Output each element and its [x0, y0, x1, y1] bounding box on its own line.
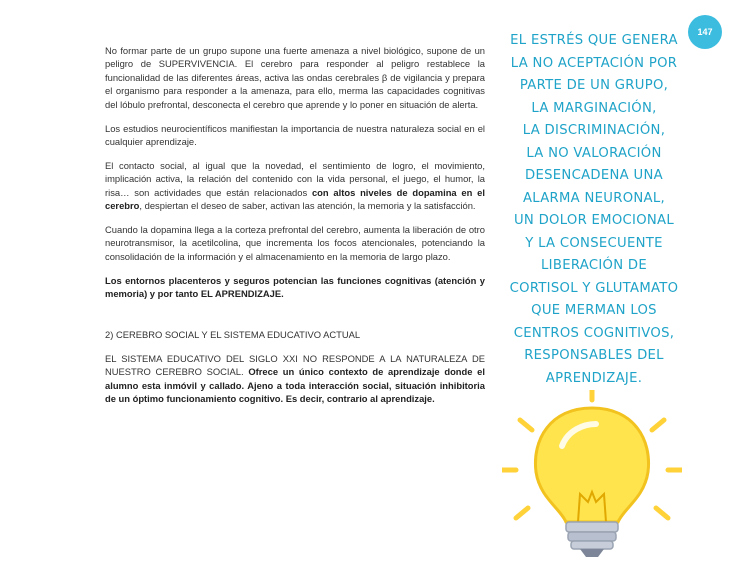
paragraph-safe-environments — [105, 274, 485, 301]
dopamine-emphasis: con altos niveles de dopamina en el cerebro — [105, 186, 485, 212]
callout-line: LIBERACIÓN DE — [541, 258, 647, 273]
paragraph-neuroscience: Los estudios neurocientíficos manifiestan la importancia de nuestra naturaleza social en el cualquier aprendizaje. — [105, 122, 485, 147]
paragraph-social-contact-end: , despiertan el deseo de saber, activan las atención, la memoria y la satisfacción. — [139, 200, 476, 212]
callout-line: APRENDIZAJE. — [545, 370, 643, 386]
page-body — [105, 44, 485, 416]
callout-line: Y LA CONSECUENTE — [525, 235, 663, 251]
callout-line: LA NO VALORACIÓN — [526, 145, 662, 161]
callout-line: QUE MERMAN LOS — [531, 303, 657, 318]
callout-line: EL ESTRÉS QUE GENERA — [510, 33, 678, 48]
paragraph-dopamine: Cuando la dopamina llega a la corteza prefrontal del cerebro, aumenta la liberación de otro neurotransmisor, la acetilcolina, que incrementa los focos atencionales, potenciando la consolidación de la información y el almacenamiento en la memoria de largo plazo. — [105, 223, 485, 262]
callout-line: LA NO ACEPTACIÓN POR — [510, 55, 678, 71]
callout-line: PARTE DE UN GRUPO, — [519, 78, 669, 93]
light-bulb-icon — [502, 390, 682, 560]
education-system-text: Ofrece un único contexto de aprendizaje donde el alumno esta inmóvil y callado. Ajeno a toda interacción social, situación inhibitoria de un óptimo funcionamiento cognitivo. Es decir, contrario al aprendizaje. — [105, 366, 485, 405]
paragraph-social-contact — [105, 159, 485, 213]
safe-environments-text: Los entornos placenteros y seguros potencian las funciones cognitivas (atención y memoria) y por tanto EL APRENDIZAJE. — [105, 274, 485, 300]
paragraph-survival: No formar parte de un grupo supone una fuerte amenaza a nivel biológico, supone de un peligro de SUPERVIVENCIA. El cerebro para responder al peligro restablece la funcionalidad de las diferentes áreas, activa las ondas cerebrales β de vigilancia y prepara el organismo para responder a la amenaza, para ello, merma las capacidades cognitivas del lóbulo prefrontal, desconecta el cerebro que aprende y lo poner en situación de alerta. — [105, 45, 485, 110]
callout-line: DESENCADENA UNA — [525, 168, 663, 183]
callout-line: LA MARGINACIÓN, — [531, 100, 657, 116]
callout-line: RESPONSABLES DEL — [524, 348, 664, 363]
callout-line: CENTROS COGNITIVOS, — [513, 325, 675, 341]
page-number-badge: 147 — [688, 15, 722, 49]
callout-line: CORTISOL Y GLUTAMATO — [509, 280, 679, 296]
stress-callout — [500, 30, 688, 390]
section-heading: 2) CEREBRO SOCIAL Y EL SISTEMA EDUCATIVO ACTUAL — [105, 329, 361, 340]
callout-line: ALARMA NEURONAL, — [522, 190, 666, 206]
callout-line: UN DOLOR EMOCIONAL — [513, 213, 675, 228]
paragraph-education-system — [105, 352, 485, 406]
callout-line: LA DISCRIMINACIÓN, — [522, 123, 666, 138]
education-system-lead: EL SISTEMA EDUCATIVO DEL SIGLO XXI NO RESPONDE A LA NATURALEZA DE NUESTRO CEREBRO SOCIAL. — [105, 352, 485, 378]
paragraph-social-contact-text: El contacto social, al igual que la novedad, el sentimiento de logro, el movimiento, implicación activa, la relación del contenido con la vida personal, el juego, el humor, la risa… son actividades que están relacionados — [105, 159, 485, 198]
